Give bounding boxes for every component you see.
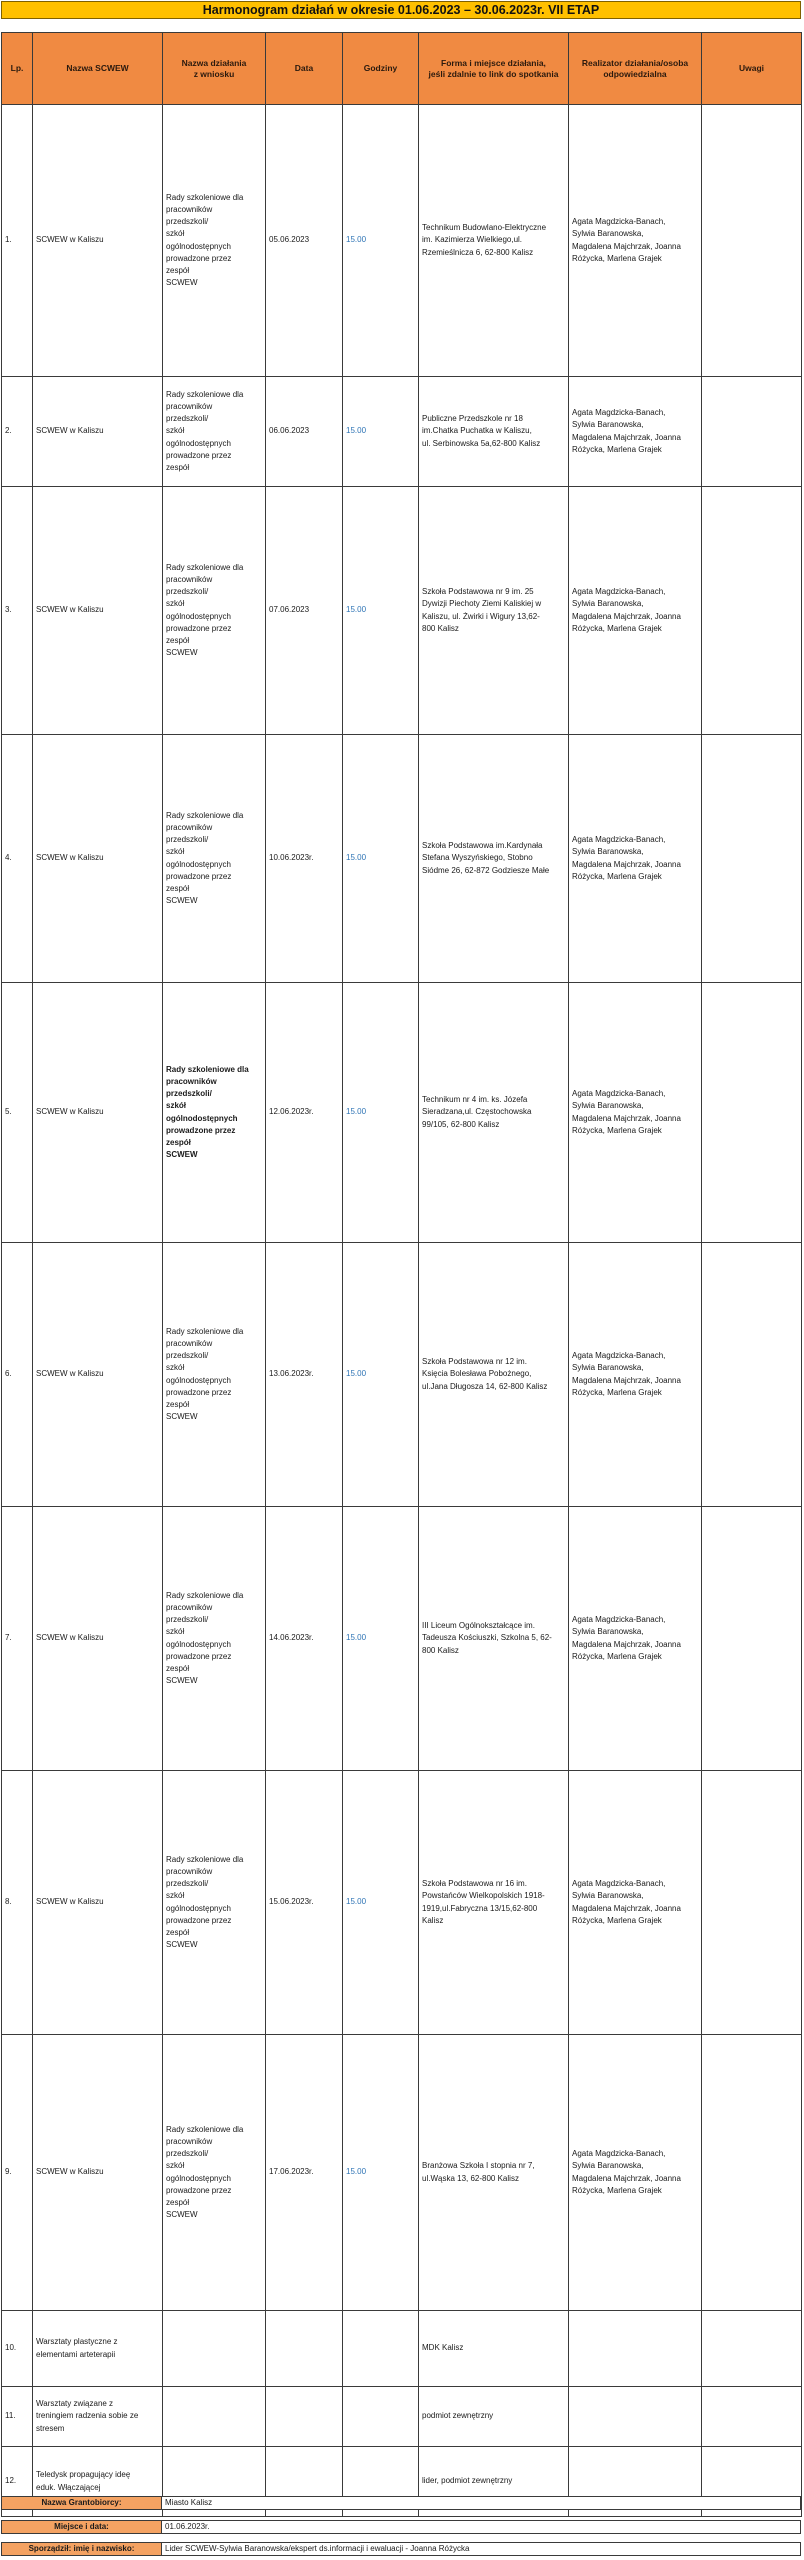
- header-realizer: Realizator działania/osoba odpowiedzialna: [569, 33, 702, 105]
- header-date: Data: [266, 33, 343, 105]
- row-realizer: Agata Magdzicka-Banach, Sylwia Baranowska, Magdalena Majchrzak, Joanna Różycka, Marlena Grajek: [569, 735, 702, 983]
- table-row: [2, 2387, 802, 2447]
- row-date: 15.06.2023r.: [266, 1771, 343, 2035]
- row-lp: 5.: [2, 983, 33, 1243]
- header-notes: Uwagi: [702, 33, 802, 105]
- row-realizer: Agata Magdzicka-Banach, Sylwia Baranowska, Magdalena Majchrzak, Joanna Różycka, Marlena Grajek: [569, 1771, 702, 2035]
- row-place: lider, podmiot zewnętrzny: [419, 2447, 569, 2517]
- row-place: podmiot zewnętrzny: [419, 2387, 569, 2447]
- table-row: [2, 1507, 802, 1771]
- author-label: Sporządził: imię i nazwisko:: [1, 2542, 162, 2556]
- row-notes: [702, 487, 802, 735]
- row-date: [266, 2387, 343, 2447]
- table-header-row: [2, 33, 802, 105]
- row-hours: 15.00: [343, 1243, 419, 1507]
- table-row: [2, 1243, 802, 1507]
- row-date: 14.06.2023r.: [266, 1507, 343, 1771]
- row-lp: 11.: [2, 2387, 33, 2447]
- row-realizer: [569, 2387, 702, 2447]
- row-place: MDK Kalisz: [419, 2311, 569, 2387]
- header-hours: Godziny: [343, 33, 419, 105]
- row-date: [266, 2311, 343, 2387]
- table-row: [2, 487, 802, 735]
- row-place: Szkoła Podstawowa nr 12 im. Księcia Bolesława Pobożnego, ul.Jana Długosza 14, 62-800 Kalisz: [419, 1243, 569, 1507]
- table-row: [2, 2035, 802, 2311]
- row-scwew: Teledysk propagujący ideę eduk. Włączającej: [33, 2447, 163, 2517]
- row-notes: [702, 1507, 802, 1771]
- footer-author: [1, 2542, 801, 2556]
- row-place: Szkoła Podstawowa im.Kardynała Stefana Wyszyńskiego, Stobno Siódme 26, 62-872 Godziesze Małe: [419, 735, 569, 983]
- row-action: Rady szkoleniowe dla pracowników przedszkoli/ szkół ogólnodostępnych prowadzone przez zespół SCWEW: [163, 1771, 266, 2035]
- row-action: Rady szkoleniowe dla pracowników przedszkoli/ szkół ogólnodostępnych prowadzone przez zespół SCWEW: [163, 487, 266, 735]
- row-scwew: SCWEW w Kaliszu: [33, 487, 163, 735]
- row-scwew: SCWEW w Kaliszu: [33, 1243, 163, 1507]
- row-action: Rady szkoleniowe dla pracowników przedszkoli/ szkół ogólnodostępnych prowadzone przez zespół SCWEW: [163, 2035, 266, 2311]
- row-realizer: Agata Magdzicka-Banach, Sylwia Baranowska, Magdalena Majchrzak, Joanna Różycka, Marlena Grajek: [569, 377, 702, 487]
- row-place: Technikum nr 4 im. ks. Józefa Sieradzana,ul. Częstochowska 99/105, 62-800 Kalisz: [419, 983, 569, 1243]
- row-realizer: Agata Magdzicka-Banach, Sylwia Baranowska, Magdalena Majchrzak, Joanna Różycka, Marlena Grajek: [569, 983, 702, 1243]
- row-notes: [702, 2387, 802, 2447]
- row-realizer: Agata Magdzicka-Banach, Sylwia Baranowska, Magdalena Majchrzak, Joanna Różycka, Marlena Grajek: [569, 105, 702, 377]
- row-notes: [702, 377, 802, 487]
- row-scwew: SCWEW w Kaliszu: [33, 2035, 163, 2311]
- row-hours: 15.00: [343, 735, 419, 983]
- row-scwew: SCWEW w Kaliszu: [33, 1507, 163, 1771]
- row-place: Szkoła Podstawowa nr 16 im. Powstańców Wielkopolskich 1918- 1919,ul.Fabryczna 13/15,62-800 Kalisz: [419, 1771, 569, 2035]
- table-row: [2, 983, 802, 1243]
- row-place: Branżowa Szkoła I stopnia nr 7, ul.Wąska 13, 62-800 Kalisz: [419, 2035, 569, 2311]
- row-date: 13.06.2023r.: [266, 1243, 343, 1507]
- grantee-value: Miasto Kalisz: [162, 2496, 801, 2510]
- table-row: [2, 2311, 802, 2387]
- place-date-value: 01.06.2023r.: [162, 2520, 801, 2534]
- author-value: Lider SCWEW-Sylwia Baranowska/ekspert ds.informacji i ewaluacji - Joanna Różycka: [162, 2542, 801, 2556]
- row-lp: 2.: [2, 377, 33, 487]
- row-hours: 15.00: [343, 1771, 419, 2035]
- row-lp: 12.: [2, 2447, 33, 2517]
- row-lp: 9.: [2, 2035, 33, 2311]
- grantee-label: Nazwa Grantobiorcy:: [1, 2496, 162, 2510]
- row-hours: 15.00: [343, 1507, 419, 1771]
- row-scwew: SCWEW w Kaliszu: [33, 105, 163, 377]
- schedule-table: [1, 32, 802, 2517]
- row-lp: 1.: [2, 105, 33, 377]
- row-notes: [702, 2035, 802, 2311]
- row-scwew: Warsztaty związane z treningiem radzenia sobie ze stresem: [33, 2387, 163, 2447]
- header-form: Forma i miejsce działania, jeśli zdalnie to link do spotkania: [419, 33, 569, 105]
- row-date: 07.06.2023: [266, 487, 343, 735]
- table-row: [2, 1771, 802, 2035]
- row-lp: 4.: [2, 735, 33, 983]
- row-action: [163, 2387, 266, 2447]
- row-date: 05.06.2023: [266, 105, 343, 377]
- row-date: 17.06.2023r.: [266, 2035, 343, 2311]
- row-notes: [702, 1771, 802, 2035]
- row-hours: 15.00: [343, 377, 419, 487]
- row-realizer: [569, 2311, 702, 2387]
- row-date: 06.06.2023: [266, 377, 343, 487]
- row-lp: 6.: [2, 1243, 33, 1507]
- row-lp: 7.: [2, 1507, 33, 1771]
- row-action: [163, 2311, 266, 2387]
- row-action: Rady szkoleniowe dla pracowników przedszkoli/ szkół ogólnodostępnych prowadzone przez zespół: [163, 377, 266, 487]
- row-realizer: Agata Magdzicka-Banach, Sylwia Baranowska, Magdalena Majchrzak, Joanna Różycka, Marlena Grajek: [569, 2035, 702, 2311]
- row-notes: [702, 735, 802, 983]
- row-lp: 3.: [2, 487, 33, 735]
- row-hours: 15.00: [343, 2035, 419, 2311]
- row-action: Rady szkoleniowe dla pracowników przedszkoli/ szkół ogólnodostępnych prowadzone przez zespół SCWEW: [163, 105, 266, 377]
- row-notes: [702, 1243, 802, 1507]
- header-scwew: Nazwa SCWEW: [33, 33, 163, 105]
- footer-grantee: [1, 2496, 801, 2510]
- header-lp: Lp.: [2, 33, 33, 105]
- row-realizer: Agata Magdzicka-Banach, Sylwia Baranowska, Magdalena Majchrzak, Joanna Różycka, Marlena Grajek: [569, 1507, 702, 1771]
- row-place: Publiczne Przedszkole nr 18 im.Chatka Puchatka w Kaliszu, ul. Serbinowska 5a,62-800 Kalisz: [419, 377, 569, 487]
- row-action: Rady szkoleniowe dla pracowników przedszkoli/ szkół ogólnodostępnych prowadzone przez zespół SCWEW: [163, 1507, 266, 1771]
- row-action: Rady szkoleniowe dla pracowników przedszkoli/ szkół ogólnodostępnych prowadzone przez zespół SCWEW: [163, 983, 266, 1243]
- row-notes: [702, 105, 802, 377]
- row-realizer: Agata Magdzicka-Banach, Sylwia Baranowska, Magdalena Majchrzak, Joanna Różycka, Marlena Grajek: [569, 487, 702, 735]
- header-action: Nazwa działania z wniosku: [163, 33, 266, 105]
- row-hours: 15.00: [343, 105, 419, 377]
- footer-place-date: [1, 2520, 801, 2534]
- row-hours: [343, 2311, 419, 2387]
- page-title: Harmonogram działań w okresie 01.06.2023 – 30.06.2023r. VII ETAP: [1, 1, 801, 19]
- row-lp: 10.: [2, 2311, 33, 2387]
- row-place: III Liceum Ogólnokształcące im. Tadeusza Kościuszki, Szkolna 5, 62- 800 Kalisz: [419, 1507, 569, 1771]
- table-row: [2, 377, 802, 487]
- row-hours: 15.00: [343, 487, 419, 735]
- row-action: Rady szkoleniowe dla pracowników przedszkoli/ szkół ogólnodostępnych prowadzone przez zespół SCWEW: [163, 735, 266, 983]
- row-hours: [343, 2387, 419, 2447]
- row-date: 12.06.2023r.: [266, 983, 343, 1243]
- row-scwew: SCWEW w Kaliszu: [33, 377, 163, 487]
- row-lp: 8.: [2, 1771, 33, 2035]
- row-notes: [702, 983, 802, 1243]
- row-place: Szkoła Podstawowa nr 9 im. 25 Dywizji Piechoty Ziemi Kaliskiej w Kaliszu, ul. Żwirki i Wigury 13,62- 800 Kalisz: [419, 487, 569, 735]
- row-scwew: SCWEW w Kaliszu: [33, 1771, 163, 2035]
- row-action: Rady szkoleniowe dla pracowników przedszkoli/ szkół ogólnodostępnych prowadzone przez zespół SCWEW: [163, 1243, 266, 1507]
- table-row: [2, 735, 802, 983]
- row-scwew: SCWEW w Kaliszu: [33, 735, 163, 983]
- row-realizer: Agata Magdzicka-Banach, Sylwia Baranowska, Magdalena Majchrzak, Joanna Różycka, Marlena Grajek: [569, 1243, 702, 1507]
- row-scwew: Warsztaty plastyczne z elementami arteterapii: [33, 2311, 163, 2387]
- row-scwew: SCWEW w Kaliszu: [33, 983, 163, 1243]
- row-date: 10.06.2023r.: [266, 735, 343, 983]
- row-notes: [702, 2311, 802, 2387]
- table-row: [2, 105, 802, 377]
- row-place: Technikum Budowlano-Elektryczne im. Kazimierza Wielkiego,ul. Rzemieślnicza 6, 62-800 Kalisz: [419, 105, 569, 377]
- row-hours: 15.00: [343, 983, 419, 1243]
- place-date-label: Miejsce i data:: [1, 2520, 162, 2534]
